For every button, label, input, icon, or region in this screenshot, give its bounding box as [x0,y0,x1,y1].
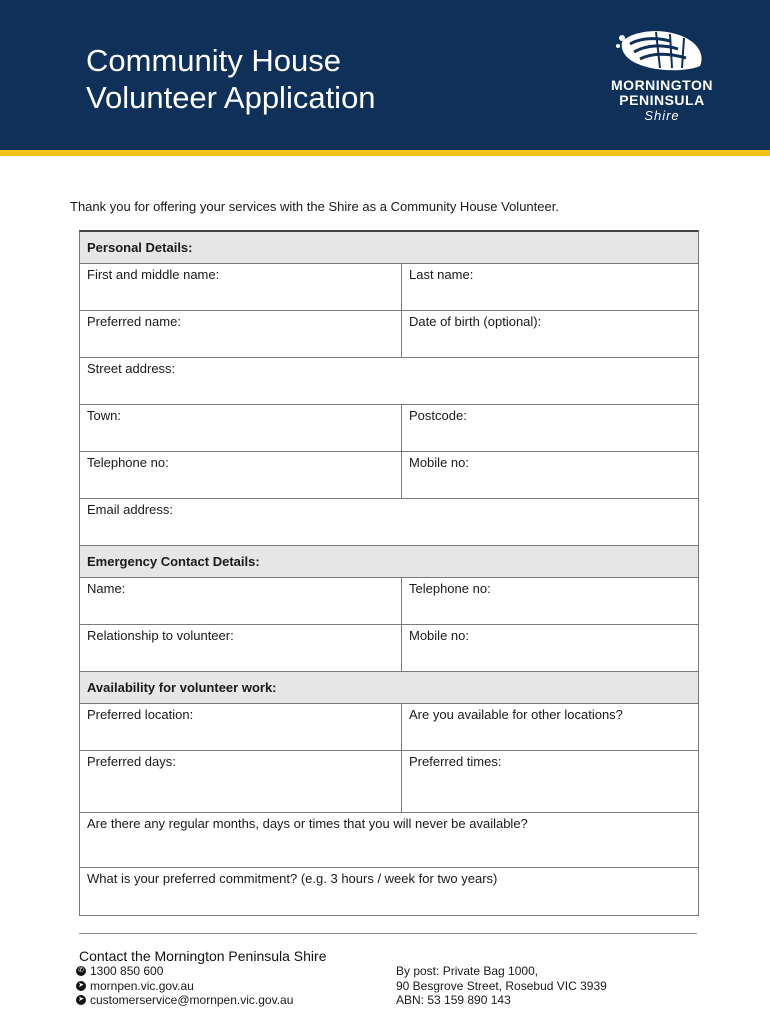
logo-text-peninsula: PENINSULA [619,92,705,108]
field-label: Date of birth (optional): [409,314,542,329]
field-label: Town: [87,408,121,423]
emergency-relationship-field[interactable] [80,625,402,671]
telephone-field[interactable] [80,452,402,498]
section-heading-personal: Personal Details: [80,232,698,264]
contact-website [76,979,293,994]
field-label: Relationship to volunteer: [87,628,234,643]
field-label: Mobile no: [409,455,469,470]
field-label: Are there any regular months, days or times that you will never be available? [87,816,528,831]
field-label: What is your preferred commitment? (e.g. 3 hours / week for two years) [87,871,498,886]
preferred-days-field[interactable] [80,751,402,812]
emergency-mobile-field[interactable] [402,625,698,671]
post-line-1: By post: Private Bag 1000, [396,964,539,978]
form-row [80,358,698,405]
document-title [86,42,376,116]
town-field[interactable] [80,405,402,451]
field-label: Preferred name: [87,314,181,329]
field-label: Name: [87,581,126,596]
street-address-field[interactable] [80,358,698,404]
field-label: Preferred times: [409,754,502,769]
contact-phone [76,964,293,979]
abn: ABN: 53 159 890 143 [396,993,511,1007]
postal-details [396,964,607,1008]
email-field[interactable] [80,499,698,545]
phone-icon: ✆ [76,966,86,976]
footer-title: Contact the Mornington Peninsula Shire [79,948,327,964]
header-banner [0,0,770,150]
form-row [80,751,698,813]
section-heading-availability: Availability for volunteer work: [80,672,698,704]
last-name-field[interactable] [402,264,698,310]
field-label: Street address: [87,361,176,376]
application-form [79,230,699,916]
field-label: Are you available for other locations? [409,707,623,722]
form-row [80,405,698,452]
web-icon: ➤ [76,981,86,991]
form-row [80,311,698,358]
phone-number[interactable]: 1300 850 600 [90,964,164,978]
mobile-field[interactable] [402,452,698,498]
header-accent-stripe [0,150,770,156]
field-label: Telephone no: [87,455,169,470]
intro-text: Thank you for offering your services with the Shire as a Community House Volunteer. [70,199,559,214]
other-locations-field[interactable] [402,704,698,750]
website-link[interactable]: mornpen.vic.gov.au [90,978,194,993]
logo-text-mornington: MORNINGTON [611,77,713,93]
title-line-1: Community House [86,43,341,78]
footer-divider [79,933,697,934]
section-heading-emergency: Emergency Contact Details: [80,546,698,578]
field-label: Last name: [409,267,474,282]
contact-details [76,964,293,1008]
field-label: Email address: [87,502,173,517]
field-label: Postcode: [409,408,467,423]
field-label: Preferred days: [87,754,176,769]
title-line-2: Volunteer Application [86,80,376,115]
shell-logo-icon [616,28,710,74]
form-row [80,704,698,751]
post-line-2: 90 Besgrove Street, Rosebud VIC 3939 [396,978,607,993]
form-row [80,813,698,868]
postcode-field[interactable] [402,405,698,451]
email-icon: ➤ [76,995,86,1005]
form-row [80,578,698,625]
email-link[interactable]: customerservice@mornpen.vic.gov.au [90,993,294,1007]
preferred-name-field[interactable] [80,311,402,357]
field-label: Mobile no: [409,628,469,643]
contact-email [76,993,293,1008]
field-label: Preferred location: [87,707,194,722]
shire-logo [594,28,734,128]
first-name-field[interactable] [80,264,402,310]
commitment-field[interactable] [80,868,698,915]
form-row [80,499,698,546]
preferred-times-field[interactable] [402,751,698,812]
date-of-birth-field[interactable] [402,311,698,357]
field-label: Telephone no: [409,581,491,596]
field-label: First and middle name: [87,267,220,282]
never-available-field[interactable] [80,813,698,867]
form-row [80,452,698,499]
preferred-location-field[interactable] [80,704,402,750]
form-row [80,868,698,915]
emergency-name-field[interactable] [80,578,402,624]
form-row [80,625,698,672]
logo-text-shire: Shire [644,108,680,123]
form-row [80,264,698,311]
emergency-telephone-field[interactable] [402,578,698,624]
